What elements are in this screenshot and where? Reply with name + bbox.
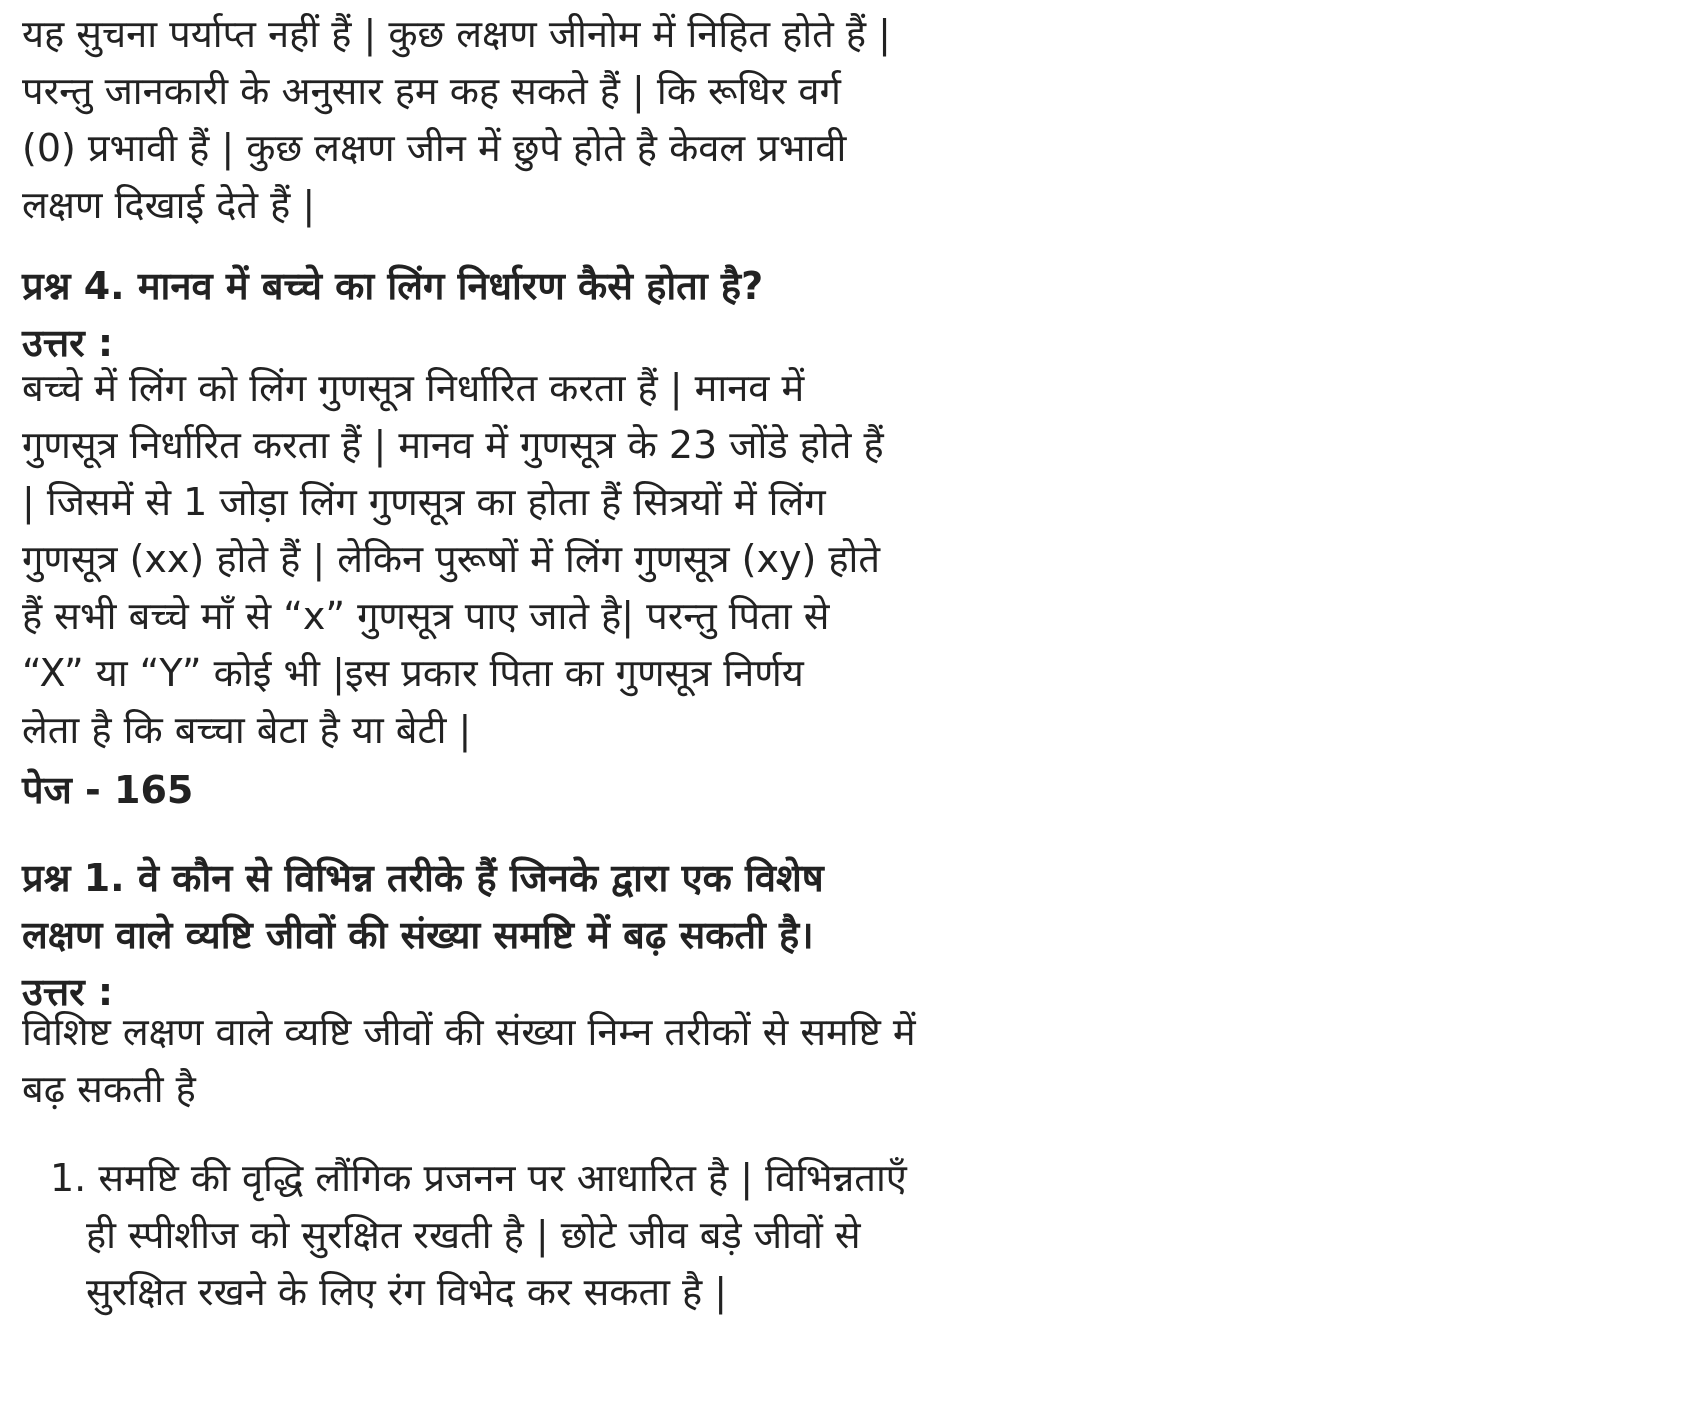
list-item (50, 1150, 1140, 1321)
text-line: विशिष्ट लक्षण वाले व्यष्टि जीवों की संख्या निम्न तरीकों से समष्टि में (22, 1010, 916, 1054)
text-line: बच्चे में लिंग को लिंग गुणसूत्र निर्धारित करता हैं | मानव में (22, 366, 805, 410)
text-line: ही स्पीशीज को सुरक्षित रखती है | छोटे जीव बड़े जीवों से (86, 1213, 861, 1257)
text-line: समष्टि की वृद्धि लौंगिक प्रजनन पर आधारित है | विभिन्नताएँ (98, 1156, 907, 1200)
page-label: पेज - 165 (22, 768, 194, 812)
question-1-heading (22, 850, 1142, 1021)
page-number-label (22, 762, 1142, 819)
text-line: गुणसूत्र (xx) होते हैं | लेकिन पुरूषों में लिंग गुणसूत्र (xy) होते (22, 537, 881, 581)
question-text: प्रश्न 4. मानव में बच्चे का लिंग निर्धारण कैसे होता है? (22, 264, 764, 308)
intro-paragraph (22, 6, 1142, 234)
text-line: बढ़ सकती है (22, 1067, 196, 1111)
text-line: गुणसूत्र निर्धारित करता हैं | मानव में गुणसूत्र के 23 जोंडे होते हैं (22, 423, 884, 467)
question-1-answer (22, 1004, 1142, 1118)
question-4-heading (22, 258, 1142, 372)
text-line: लेता है कि बच्चा बेटा है या बेटी | (22, 708, 472, 752)
list-item-first-line (50, 1150, 1140, 1207)
answer-label: उत्तर : (22, 321, 114, 365)
text-line: (0) प्रभावी हैं | कुछ लक्षण जीन में छुपे होते है केवल प्रभावी (22, 126, 847, 170)
question-text: लक्षण वाले व्यष्टि जीवों की संख्या समष्टि में बढ़ सकती है। (22, 913, 814, 957)
text-line: | जिसमें से 1 जोड़ा लिंग गुणसूत्र का होता हैं सित्रयों में लिंग (22, 480, 826, 524)
question-4-answer (22, 360, 1142, 759)
text-line: परन्तु जानकारी के अनुसार हम कह सकते हैं | कि रूधिर वर्ग (22, 69, 841, 113)
question-text: प्रश्न 1. वे कौन से विभिन्न तरीके हैं जिनके द्वारा एक विशेष (22, 856, 824, 900)
answer-label: उत्तर : (22, 970, 114, 1014)
text-line: हैं सभी बच्चे माँ से “x” गुणसूत्र पाए जाते है| परन्तु पिता से (22, 594, 830, 638)
list-number: 1. (50, 1156, 87, 1200)
text-line: यह सुचना पर्याप्त नहीं हैं | कुछ लक्षण जीनोम में निहित होते हैं | (22, 12, 891, 56)
text-line: सुरक्षित रखने के लिए रंग विभेद कर सकता है | (86, 1270, 728, 1314)
text-line: “X” या “Y” कोई भी |इस प्रकार पिता का गुणसूत्र निर्णय (22, 651, 804, 695)
text-line: लक्षण दिखाई देते हैं | (22, 183, 316, 227)
